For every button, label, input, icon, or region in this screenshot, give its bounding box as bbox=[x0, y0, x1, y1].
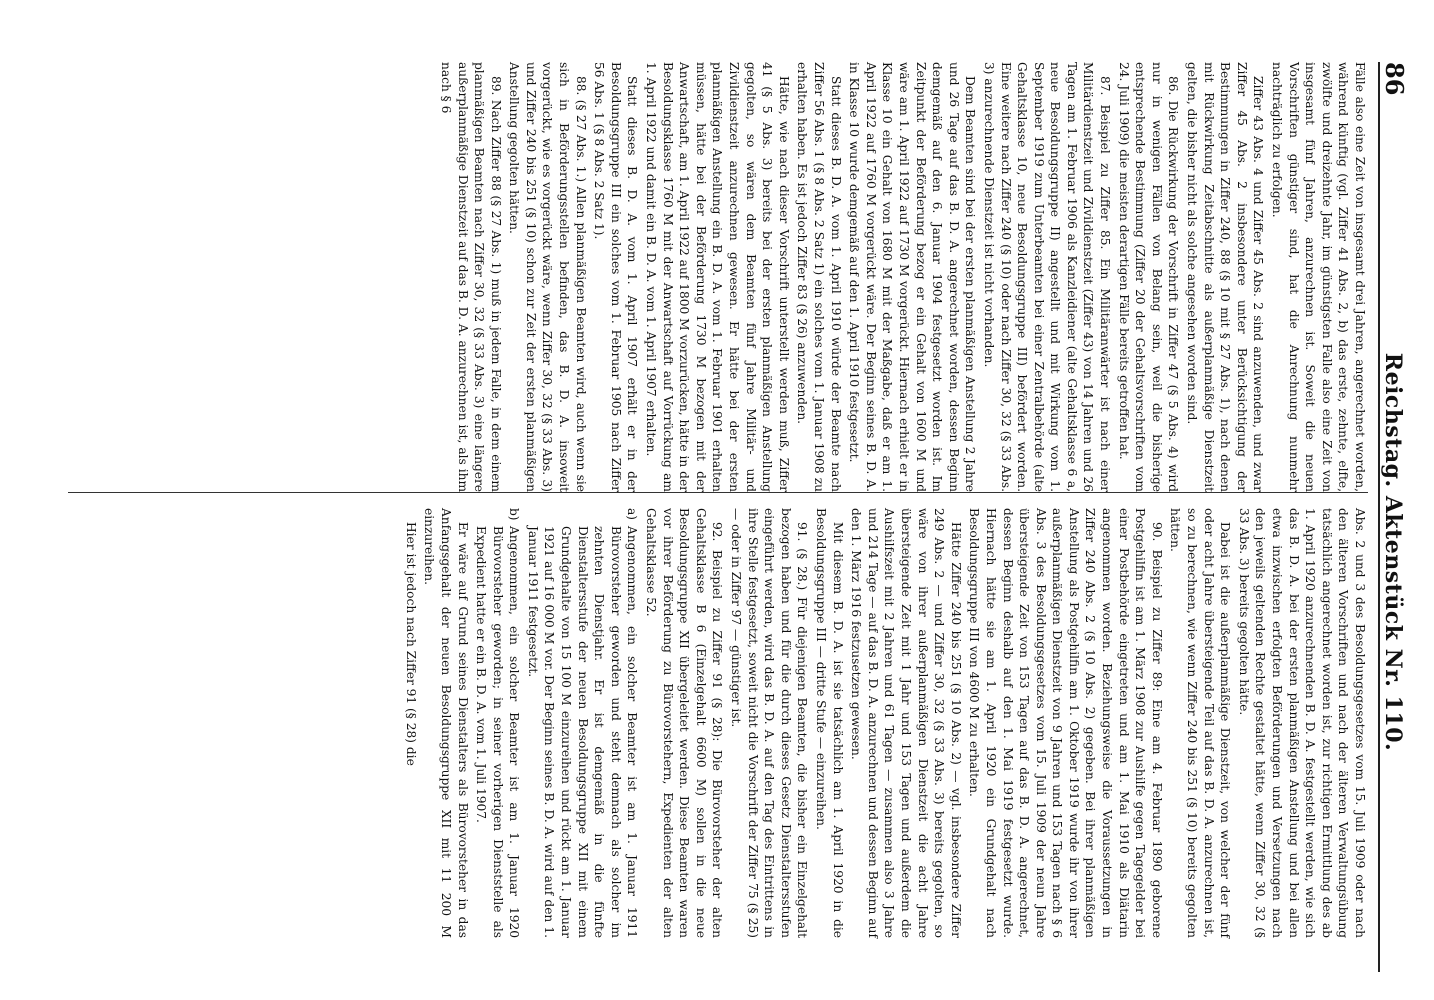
paragraph: Ziffer 43 Abs. 4 und Ziffer 45 Abs. 2 sind anzuwenden, und zwar Ziffer 45 Abs. 2 insbesondere unter Berücksichtigung der Bestimmungen in Ziffer 240, 88 (§ 10 mit § 27 Abs. 1), nach denen mit Rückwirkung Zeitabschnitte als außerplanmäßige Dienstzeit gelten, die bisher nicht als solche angesehen worden sind. bbox=[1185, 62, 1266, 492]
page-number: 86 bbox=[1380, 62, 1409, 96]
paragraph: 88. (§ 27 Abs. 1.) Allen planmäßigen Beamten wird, auch wenn sie sich in Beförderungsstellen befinden, das B. D. A. insoweit vorgerückt, wie es vorgerückt wäre, wenn Ziffer 30, 32 (§ 33 Abs. 3) und Ziffer 240 bis 251 (§ 10) schon zur Zeit der ersten planmäßigen Anstellung gegolten hätten. bbox=[507, 62, 588, 492]
paragraph: Fälle also eine Zeit von insgesamt drei Jahren, angerechnet worden, während künftig (vgl. Ziffer 41 Abs. 2, b) das erste, zehnte, elfte, zwölfte und dreizehnte Jahr, im günstigsten Falle also eine Zeit von insgesamt fünf Jahren, anzurechnen ist. Soweit die neuen Vorschriften günstiger sind, hat die Anrechnung nunmehr nachträglich zu erfolgen. bbox=[1270, 62, 1367, 492]
paragraph: Er wäre auf Grund seines Dienstalters als Bürovorsteher in das Anfangsgehalt der neuen Besoldungsgruppe XII mit 11 200 M einzureihen. bbox=[422, 508, 470, 938]
left-column bbox=[68, 62, 1368, 492]
column-divider bbox=[68, 492, 1368, 493]
paragraph: Hätte Ziffer 240 bis 251 (§ 10 Abs. 2) — vgl. insbesondere Ziffer 249 Abs. 2 — und Ziffer 30, 32 (§ 33 Abs. 3) bereits gegolten, so wäre von ihrer außerplanmäßigen Dienstzeit die acht Jahre übersteigende Zeit mit 1 Jahr und 153 Tagen und außerdem die Aushilfszeit mit 2 Jahren und 61 Tagen — zusammen also 3 Jahre und 214 Tage — auf das B. D. A. anzurechnen und dessen Beginn auf den 1. März 1916 festzusetzen gewesen. bbox=[849, 508, 963, 938]
list-item-label: b) bbox=[507, 508, 522, 521]
page-title: Reichstag. Aktenstück Nr. 110. bbox=[1380, 352, 1406, 752]
paragraph: 86. Die Rückwirkung der Vorschrift in Ziffer 47 (§ 5 Abs. 4) wird nur in wenigen Fällen von Belang sein, weil die bisherige entsprechende Bestimmung (Ziffer 20 der Gehaltsvorschriften vom 24. Juli 1909) die meisten derartigen Fälle bereits getroffen hat. bbox=[1116, 62, 1181, 492]
list-item bbox=[524, 508, 640, 938]
paragraph: Statt dieses B. D. A. vom 1. April 1907 erhält er in der Besoldungsgruppe III ein solches vom 1. Februar 1905 nach Ziffer 56 Abs. 1 (§ 8 Abs. 2 Satz 1). bbox=[592, 62, 640, 492]
paragraph: Mit diesem B. D. A. ist sie tatsächlich am 1. April 1920 in die Besoldungsgruppe III — dritte Stufe — einzureihen. bbox=[814, 508, 845, 938]
list-item bbox=[473, 508, 523, 938]
list-item-text: Angenommen, ein solcher Beamter ist am 1. Januar 1920 Bürovorsteher geworden; in seiner vorherigen Dienststelle als Expedient hatte er ein B. D. A. vom 1. Juli 1907. bbox=[474, 526, 522, 938]
paragraph: Dabei ist die außerplanmäßige Dienstzeit, von welcher der fünf oder acht Jahre übersteigende Teil auf das B. D. A. anzurechnen ist, so zu berechnen, wie wenn Ziffer 240 bis 251 (§ 10) bereits gegolten hätten. bbox=[1168, 508, 1233, 938]
paragraph: 90. Beispiel zu Ziffer 89: Eine am 4. Februar 1890 geborene Postgehilfin ist am 1. März 1908 zur Aushilfe gegen Tagegelder bei einer Postbehörde eingetreten und am 1. Mai 1910 als Diätarin angenommen worden. Beziehungsweise die Voraussetzungen in Ziffer 240 Abs. 2 (§ 10 Abs. 2) gegeben. Bei ihrer planmäßigen Anstellung als Postgehilfin am 1. Oktober 1919 wurde ihr von ihrer außerplanmäßigen Dienstzeit von 9 Jahren und 153 Tagen nach § 6 Abs. 3 des Besoldungsgesetzes vom 15. Juli 1909 der neun Jahre übersteigende Zeit von 153 Tagen auf das B. D. A. angerechnet, dessen Beginn deshalb auf den 1. Mai 1919 festgesetzt wurde. Hiernach hätte sie am 1. April 1920 ein Grundgehalt nach Besoldungsgruppe III von 4600 M zu erhalten. bbox=[967, 508, 1164, 938]
paragraph: Dem Beamten sind bei der ersten planmäßigen Anstellung 2 Jahre und 26 Tage auf das B. D. A. angerechnet worden, dessen Beginn demgemäß auf den 6. Januar 1904 festgesetzt worden ist. Im Zeitpunkt der Beförderung bezog er ein Gehalt von 1600 M und wäre am 1. April 1922 auf 1730 M vorgerückt. Hiernach erhielt er in Klasse 10 ein Gehalt von 1680 M mit der Maßgabe, daß er am 1. April 1922 auf 1760 M vorgerückt wäre. Der Beginn seines B. D. A. in Klasse 10 wurde demgemäß auf den 1. April 1910 festgesetzt. bbox=[847, 62, 978, 492]
right-column bbox=[68, 508, 1368, 938]
paragraph: Statt dieses B. D. A. vom 1. April 1910 würde der Beamte nach Ziffer 56 Abs. 1 (§ 8 Abs. 2 Satz 1) ein solches vom 1. Januar 1908 zu erhalten haben. Es ist jedoch Ziffer 83 (§ 26) anzuwenden. bbox=[795, 62, 843, 492]
paragraph: 87. Beispiel zu Ziffer 85. Ein Militäranwärter ist nach einer Militärdienstzeit und Zivildienstzeit (Ziffer 43) von 14 Jahren und 26 Tagen am 1. Februar 1906 als Kanzleidiener (alte Gehaltsklasse 6 a, neue Besoldungsgruppe II) angestellt und mit Wirkung vom 1. September 1919 zum Unterbeamten bei einer Zentralbehörde (alte Gehaltsklasse 10, neue Besoldungsgruppe III) befördert worden. Eine weitere nach Ziffer 240 (§ 10) oder nach Ziffer 30, 32 (§ 33 Abs. 3) anzurechnende Dienstzeit ist nicht vorhanden. bbox=[981, 62, 1113, 492]
paragraph: 91. (§ 28.) Für diejenigen Beamten, die bisher ein Einzelgehalt bezogen haben und für die durch dieses Gesetz Dienstaltersstufen eingeführt werden, wird das B. D. A. auf den Tag des Eintrittens in ihre Stelle festgesetzt, soweit nicht die Vorschrift der Ziffer 75 (§ 25) — oder in Ziffer 97 — günstiger ist. bbox=[729, 508, 810, 938]
paragraph: 89. Nach Ziffer 88 (§ 27 Abs. 1) muß in jedem Falle, in dem einem planmäßigen Beamten nach Ziffer 30, 32 (§ 33 Abs. 3) eine längere außerplanmäßige Dienstzeit auf das B. D. A. anzurechnen ist, als ihm nach § 6 bbox=[438, 62, 503, 492]
list-item-label: a) bbox=[625, 508, 640, 521]
paragraph: Hätte, wie nach dieser Vorschrift unterstellt werden muß, Ziffer 41 (§ 5 Abs. 3) bereits bei der ersten planmäßigen Anstellung gegolten, so wären dem Beamten fünf Jahre Militär- und Zivildienstzeit anzurechnen gewesen. Er hätte bei der ersten planmäßigen Anstellung ein B. D. A. vom 1. Februar 1901 erhalten müssen, hätte bei der Beförderung 1730 M bezogen mit der Anwartschaft, am 1. April 1922 auf 1800 M vorzurücken, hätte in der Besoldungsklasse 1760 M mit der Anwartschaft auf Vorrückung am 1. April 1922 und damit ein B. D. A. vom 1. April 1907 erhalten. bbox=[644, 62, 791, 492]
page-header bbox=[1378, 62, 1414, 972]
list-item-text: Angenommen, ein solcher Beamter ist am 1. Januar 1911 Bürovorsteher geworden und steht demnach als solcher im zehnten Dienstjahr. Er ist demgemäß in die fünfte Dienstaltersstufe der neuen Besoldungsgruppe XII mit einem Grundgehalte von 15 100 M einzureihen und rückt am 1. Januar 1921 auf 16 000 M vor. Der Beginn seines B. D. A. wird auf den 1. Januar 1911 festgesetzt. bbox=[525, 526, 640, 938]
paragraph: 92. Beispiel zu Ziffer 91 (§ 28): Die Bürovorsteher der alten Gehaltsklasse B 6 (Einzelgehalt 6600 M) sollen in die neue Besoldungsgruppe XII übergeleitet werden. Diese Beamten waren vor ihrer Beförderung zu Bürovorstehern, Expedienten der alten Gehaltsklasse 52. bbox=[644, 508, 725, 938]
paragraph: Abs. 2 und 3 des Besoldungsgesetzes vom 15. Juli 1909 oder nach den älteren Vorschriften und nach der älteren Verwaltungsübung tatsächlich angerechnet worden ist, zur richtigen Ermittlung des ab 1. April 1920 anzurechnenden B. D. A. festgestellt werden, wie sich das B. D. A. bei der ersten planmäßigen Anstellung und bei allen etwa inzwischen erfolgten Beförderungen und Versetzungen nach den jeweils geltenden Rechte gestaltet hätte, wenn Ziffer 30, 32 (§ 33 Abs. 3) bereits gegolten hätte. bbox=[1236, 508, 1367, 938]
paragraph: Hier ist jedoch nach Ziffer 91 (§ 28) die bbox=[403, 522, 418, 766]
